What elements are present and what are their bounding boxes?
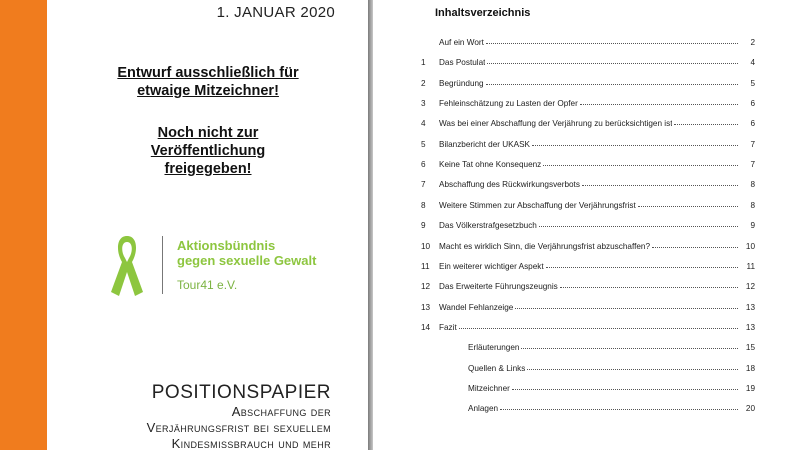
toc-leader-dots <box>459 328 738 329</box>
toc-entry-page: 11 <box>746 261 755 271</box>
toc-entry <box>421 175 755 189</box>
toc-entry-title: Fehleinschätzung zu Lasten der Opfer <box>439 99 578 109</box>
toc-entry-title: Das Postulat <box>439 58 486 68</box>
toc-entry-page: 13 <box>745 322 755 332</box>
toc-entry-title: Abschaffung des Rückwirkungsverbots <box>439 180 580 190</box>
toc-entry-page: 5 <box>750 78 755 88</box>
toc-entry-number: 12 <box>421 282 431 292</box>
ribbon-icon <box>107 232 147 298</box>
toc-leader-dots <box>500 409 738 410</box>
publication-notice-line: Noch nicht zur <box>157 125 259 141</box>
toc-leader-dots <box>546 267 738 268</box>
toc-entry-page: 4 <box>750 58 755 68</box>
toc-entry-number: 13 <box>421 302 431 312</box>
toc-leader-dots <box>560 287 738 288</box>
toc-entry-number: 14 <box>421 322 431 332</box>
cover-page <box>47 0 369 450</box>
toc-entry-number: 7 <box>421 180 426 190</box>
toc-leader-dots <box>487 63 738 64</box>
toc-entry-title: Bilanzbericht der UKASK <box>439 139 531 149</box>
toc-entry <box>468 338 755 352</box>
toc-heading: Inhaltsverzeichnis <box>435 7 531 19</box>
toc-leader-dots <box>674 124 738 125</box>
orange-accent-bar <box>0 0 47 450</box>
toc-entry-page: 6 <box>750 99 755 109</box>
toc-entry-title: Weitere Stimmen zur Abschaffung der Verjährungsfrist <box>439 200 636 210</box>
toc-entry-number: 4 <box>421 119 426 129</box>
document-subtitle-line: Abschaffung der <box>231 404 331 419</box>
toc-entry <box>421 257 755 271</box>
toc-entry-page: 9 <box>750 221 755 231</box>
toc-entry-page: 7 <box>750 139 755 149</box>
toc-entry-title: Begründung <box>439 78 484 88</box>
toc-leader-dots <box>486 43 738 44</box>
toc-entry-number: 8 <box>421 200 426 210</box>
toc-entry-title: Mitzeichner <box>468 383 510 393</box>
draft-notice-line: etwaige Mitzeichner! <box>137 83 279 99</box>
toc-leader-dots <box>543 165 738 166</box>
toc-leader-dots <box>512 389 738 390</box>
toc-entry-title: Wandel Fehlanzeige <box>439 302 514 312</box>
toc-entry <box>421 216 755 230</box>
document-date: 1. JANUAR 2020 <box>216 4 335 21</box>
toc-entry-page: 12 <box>745 282 755 292</box>
toc-entry <box>421 114 755 128</box>
toc-entry-page: 10 <box>745 241 755 251</box>
toc-entry-page: 18 <box>745 363 755 373</box>
toc-entry <box>468 359 755 373</box>
toc-entry <box>421 318 755 332</box>
toc-entry-title: Das Völkerstrafgesetzbuch <box>439 221 537 231</box>
toc-entry-title: Ein weiterer wichtiger Aspekt <box>439 261 544 271</box>
toc-entry <box>421 135 755 149</box>
toc-entry-title: Macht es wirklich Sinn, die Verjährungsfrist abzuschaffen? <box>439 241 651 251</box>
toc-entry-page: 13 <box>745 302 755 312</box>
toc-entry-title: Was bei einer Abschaffung der Verjährung zu berücksichtigen ist <box>439 119 673 129</box>
toc-leader-dots <box>521 348 738 349</box>
toc-entry-number: 1 <box>421 58 426 68</box>
toc-leader-dots <box>582 185 738 186</box>
toc-entry-page: 8 <box>750 180 755 190</box>
toc-entry <box>421 94 755 108</box>
logo-separator <box>162 236 163 294</box>
publication-notice-line: Veröffentlichung <box>150 143 266 159</box>
toc-leader-dots <box>652 247 738 248</box>
toc-entry-title: Auf ein Wort <box>439 38 484 47</box>
toc-entry-title: Anlagen <box>468 404 499 414</box>
toc-leader-dots <box>527 369 738 370</box>
document-subtitle-line: Kindesmissbrauch und mehr <box>171 436 331 451</box>
draft-notice <box>47 64 369 100</box>
toc-leader-dots <box>580 104 738 105</box>
toc-entry-page: 19 <box>745 383 755 393</box>
logo-title-line: gegen sexuelle Gewalt <box>177 253 317 268</box>
toc-entry-title: Quellen & Links <box>468 363 526 373</box>
toc-entry-number: 3 <box>421 99 426 109</box>
toc-entry-number: 10 <box>421 241 431 251</box>
toc-page <box>373 0 800 450</box>
toc-entry-number: 2 <box>421 78 426 88</box>
toc-entry-page: 6 <box>750 119 755 129</box>
logo-subtitle: Tour41 e.V. <box>177 278 238 292</box>
toc-entry-title: Erläuterungen <box>468 343 520 353</box>
document-subtitle-line: Verjährungsfrist bei sexuellem <box>146 420 331 435</box>
publication-notice <box>47 124 369 178</box>
toc-entry <box>468 379 755 393</box>
toc-leader-dots <box>486 84 738 85</box>
organization-logo <box>107 232 347 302</box>
toc-entry <box>421 53 755 67</box>
toc-entry-page: 7 <box>750 160 755 170</box>
logo-title-line: Aktionsbündnis <box>177 238 276 253</box>
toc-entry-title: Keine Tat ohne Konsequenz <box>439 160 542 170</box>
toc-entry <box>468 399 755 413</box>
toc-entry <box>421 237 755 251</box>
document-title: POSITIONSPAPIER <box>151 382 331 403</box>
draft-notice-line: Entwurf ausschließlich für <box>117 65 299 81</box>
toc-entry <box>421 74 755 88</box>
toc-entry-number: 5 <box>421 139 426 149</box>
toc-leader-dots <box>638 206 738 207</box>
toc-entry <box>421 155 755 169</box>
toc-entry-title: Das Erweiterte Führungszeugnis <box>439 282 558 292</box>
toc-entry-page: 20 <box>745 404 755 414</box>
toc-leader-dots <box>532 145 738 146</box>
toc-entry-page: 15 <box>745 343 755 353</box>
publication-notice-line: freigegeben! <box>164 161 252 177</box>
toc-entry-number: 9 <box>421 221 426 231</box>
title-block <box>147 382 331 452</box>
toc-entry <box>421 298 755 312</box>
toc-entry-page: 8 <box>750 200 755 210</box>
toc-leader-dots <box>515 308 738 309</box>
toc-entry-number: 11 <box>421 261 430 271</box>
toc-entry-title: Fazit <box>439 322 457 332</box>
toc-entry-number: 6 <box>421 160 426 170</box>
toc-entry <box>421 196 755 210</box>
toc-entry <box>421 33 755 47</box>
toc-leader-dots <box>539 226 738 227</box>
toc-entry-page: 2 <box>750 38 755 47</box>
toc-entry <box>421 277 755 291</box>
